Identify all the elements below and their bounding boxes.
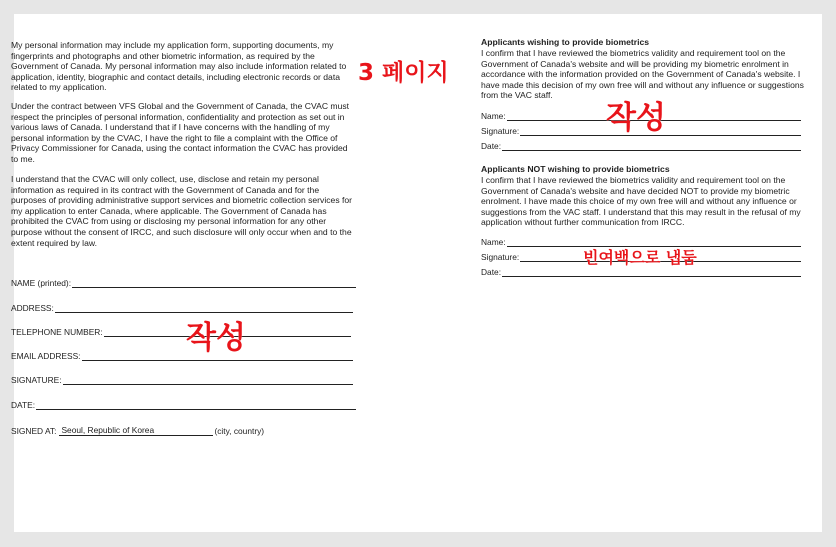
fill-in-annotation-left: 작성 xyxy=(186,320,246,356)
name-printed-field[interactable] xyxy=(11,278,356,288)
date-label: DATE: xyxy=(11,400,36,410)
consent-paragraph-2: Under the contract between VFS Global and the Government of Canada, the CVAC must respect the principles of personal information, confidentiality and protection as set out in various laws of Canada. I understand that if I have concerns with the handling of my personal information by the CVAC, I have the right to file a complaint with the Office of Privacy Commissioner for Canada, using the contact information the CVAC has provided to me. xyxy=(11,101,350,164)
not-provide-date-field[interactable] xyxy=(481,267,801,277)
name-printed-line[interactable] xyxy=(72,278,356,288)
telephone-field[interactable] xyxy=(11,327,351,337)
provide-biometrics-heading: Applicants wishing to provide biometrics xyxy=(481,37,650,47)
not-provide-biometrics-heading: Applicants NOT wishing to provide biometrics xyxy=(481,164,670,174)
signed-at-value[interactable]: Seoul, Republic of Korea xyxy=(59,425,213,436)
signed-at-field xyxy=(11,425,264,436)
not-provide-date-line[interactable] xyxy=(502,267,801,277)
email-label: EMAIL ADDRESS: xyxy=(11,351,81,361)
not-provide-signature-label: Signature: xyxy=(481,252,520,262)
signature-field[interactable] xyxy=(11,375,353,385)
provide-date-field[interactable] xyxy=(481,141,801,151)
name-printed-label: NAME (printed): xyxy=(11,278,72,288)
email-field[interactable] xyxy=(11,351,353,361)
provide-biometrics-body: I confirm that I have reviewed the biometrics validity and requirement tool on the Government of Canada's website and will be providing my biometric enrolment in accordance with the information provided on the Government of Canada's website. I have made this decision of my own free will and without any influence or suggestions from the VAC staff. xyxy=(481,48,804,101)
date-field[interactable] xyxy=(11,400,356,410)
provide-date-label: Date: xyxy=(481,141,502,151)
consent-paragraph-1: My personal information may include my application form, supporting documents, my fingerprints and photographs and other biometric information, as required by the Government of Canada. My personal information may also include information related to application, identity, biographic and contact details, including electronic records or data related to my application. xyxy=(11,40,347,93)
signed-at-suffix: (city, country) xyxy=(214,426,265,436)
date-line[interactable] xyxy=(36,400,356,410)
address-label: ADDRESS: xyxy=(11,303,54,313)
provide-date-line[interactable] xyxy=(502,141,801,151)
document-page xyxy=(11,14,822,532)
leave-blank-annotation: 빈여백으로 냅둠 xyxy=(583,248,697,267)
page-number-annotation: 3 페이지 xyxy=(358,60,449,86)
provide-signature-label: Signature: xyxy=(481,126,520,136)
address-field[interactable] xyxy=(11,303,353,313)
not-provide-name-label: Name: xyxy=(481,237,506,247)
not-provide-date-label: Date: xyxy=(481,267,502,277)
not-provide-biometrics-body: I confirm that I have reviewed the biometrics validity and requirement tool on the Government of Canada's website and have decided NOT to provide my biometric enrolment. I have made this choice of my own free will and without any influence or suggestions from the VAC staff. I understand that this may result in the refusal of my application without further communication from IRCC. xyxy=(481,175,801,228)
signed-at-label: SIGNED AT: xyxy=(11,426,57,436)
telephone-label: TELEPHONE NUMBER: xyxy=(11,327,103,337)
fill-in-annotation-right: 작성 xyxy=(606,100,666,136)
signature-label: SIGNATURE: xyxy=(11,375,62,385)
signature-line[interactable] xyxy=(63,375,353,385)
consent-paragraph-3: I understand that the CVAC will only collect, use, disclose and retain my personal information as required in its contract with the Government of Canada and for the purposes of providing administrative support services and biometric collection services for my application to enter Canada, where applicable. The Government of Canada has prohibited the CVAC from using or disclosing my personal information for any other purpose without the consent of IRCC, and such disclosure will only occur when and to the extent required by law. xyxy=(11,174,353,248)
provide-name-label: Name: xyxy=(481,111,506,121)
